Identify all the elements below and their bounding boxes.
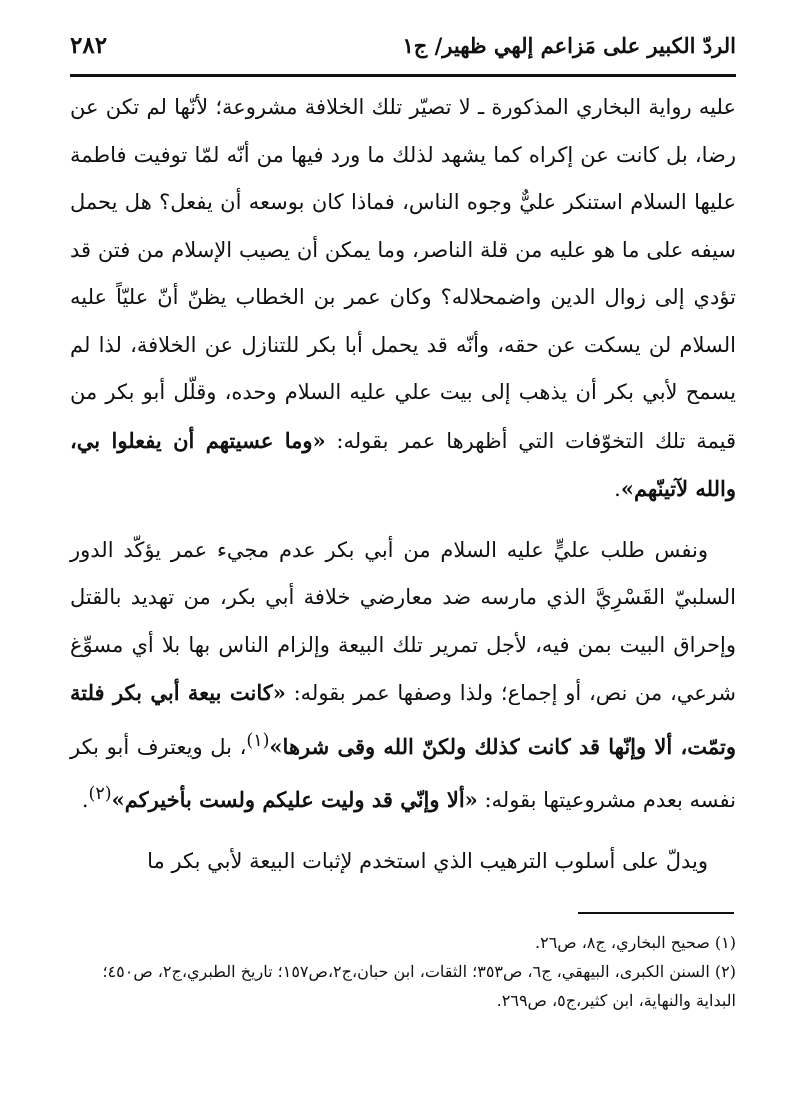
footnote-ref-2[interactable]: (٢) — [88, 784, 112, 804]
footnote-2: (٢) السنن الكبرى، البيهقي، ج٦، ص٣٥٣؛ الثقات، ابن حبان،ج٢،ص١٥٧؛ تاريخ الطبري،ج٢، ص٤٥٠؛ البداية والنهاية، ابن كثير،ج٥، ص٢٦٩. — [102, 962, 736, 1010]
footnote-rule — [578, 912, 734, 914]
footnotes — [70, 928, 736, 1015]
paragraph-1-end: . — [614, 477, 621, 501]
paragraph-1 — [70, 84, 736, 514]
quote-abu-bakr: «وما عسيتهم أن يفعلوا بي، والله لآتينّهم» — [70, 427, 736, 501]
paragraph-2-end: . — [81, 788, 89, 812]
paragraph-3 — [70, 838, 736, 886]
paragraph-2 — [70, 527, 736, 825]
paragraph-3-text: ويدلّ على أسلوب الترهيب الذي استخدم لإثبات البيعة لأبي بكر ما — [147, 848, 708, 873]
page-header — [70, 22, 736, 68]
footnote-ref-1[interactable]: (١) — [246, 730, 270, 751]
paragraph-2-middle: ، بل ويعترف أبو بكر نفسه بعدم مشروعيتها بقوله: — [70, 734, 736, 812]
paragraph-2-text: ونفس طلب عليٍّ عليه السلام من أبي بكر عدم مجيء عمر يؤكّد الدور السلبيّ القَسْرِيَّ الذي مارسه ضد معارضي خلافة أبي بكر، من تهديد بالقتل وإحراق البيت بمن فيه، لأجل تمرير تلك البيعة وإلزام الناس بها بلا أي مسوِّغ شرعي، من نص، أو إجماع؛ ولذا وصفها عمر بقوله: — [70, 537, 736, 705]
page-number: ٢٨٢ — [70, 31, 108, 59]
body-text — [70, 84, 736, 885]
quote-umar: «كانت بيعة أبي بكر فلتة وتمّت، ألا وإنّها قد كانت كذلك ولكنّ الله وقى شرها» — [70, 680, 736, 759]
footnote-1: (١) صحيح البخاري، ج٨، ص٢٦. — [535, 933, 736, 952]
paragraph-1-text: عليه رواية البخاري المذكورة ـ لا تصيّر تلك الخلافة مشروعة؛ لأنّها لم تكن عن رضا، بل كانت عن إكراه كما يشهد لذلك ما ورد فيها من أنّه لمّا توفيت فاطمة عليها السلام استنكر عليٌّ وجوه الناس، فماذا كان بوسعه أن يفعل؟ هل يحمل سيفه على ما هو عليه من قلة الناصر، وما يمكن أن يصيب الإسلام من فتن قد تؤدي إلى زوال الدين واضمحلاله؟ وكان عمر بن الخطاب يظنّ أنّ عليّاً عليه السلام لن يسكت عن حقه، وأنّه قد يحمل أبا بكر للتنازل عن الخلافة، لذا لم يسمح لأبي بكر أن يذهب إلى بيت علي عليه السلام وحده، وقلّل أبو بكر من قيمة تلك التخوّفات التي أظهرها عمر بقوله: — [70, 95, 736, 453]
header-rule — [70, 74, 736, 77]
running-title: الردّ الكبير على مَزاعم إلهي ظهير/ ج١ — [402, 32, 736, 58]
quote-abu-bakr-2: «ألا وإنّي قد وليت عليكم ولست بأخيركم» — [111, 787, 478, 812]
